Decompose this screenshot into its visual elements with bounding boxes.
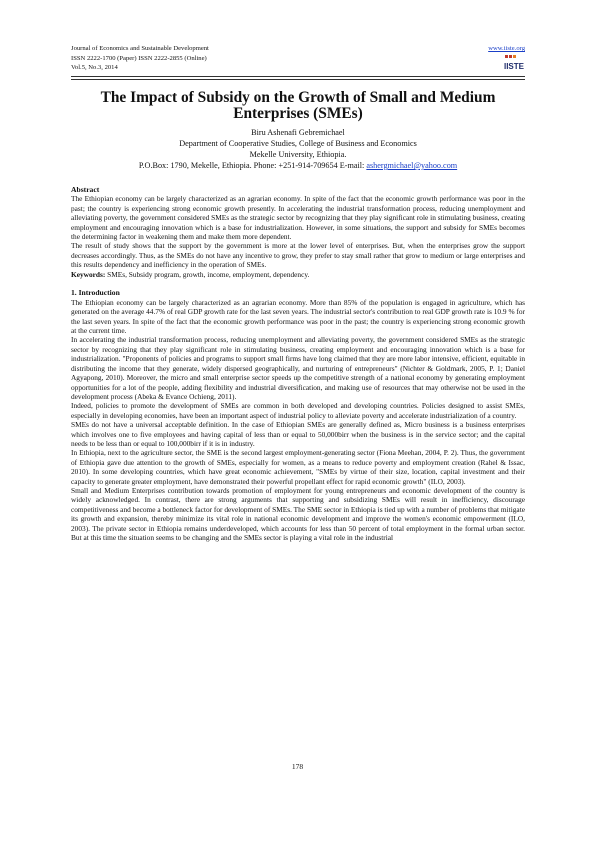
author-block xyxy=(71,127,525,171)
page-number: 178 xyxy=(291,762,304,771)
intro-paragraph: SMEs do not have a universal acceptable definition. In the case of Ethiopian SMEs are generally defined as, Micro business is a business enterprises which involves one to five employees and having capital of less than or equal to 50,000birr when the business is in the service sector; and the capital needs to be less than or equal to 100,000birr if it is in industry. xyxy=(71,420,525,448)
keywords-line xyxy=(71,270,525,279)
intro-paragraph: In accelerating the industrial transformation process, reducing unemployment and alleviating poverty, the government considered SMEs as the strategic sector by recognizing that they play significant role in stimulating business, creating employment and encouraging innovation which is a base for industrialization. "Proponents of policies and programs to support small firms have long claimed that they are more labor intensive, efficient, equitable in distributing the income that they generate, widely dispersed geographically, and nurturing of entrepreneurs" (Nichter & Goldmark, 2005, P. 1; Daniel Agyapong, 2010). Moreover, the micro and small enterprise sector speeds up the competitive strength of a national economy by generating employment opportunities for a lot of the people, adding flexibility and industrial diversification, and making use of resources that may otherwise not be used in the development process (Abeka & Evance Ochieng, 2011). xyxy=(71,335,525,401)
header-rule-2 xyxy=(71,79,525,80)
author-department: Department of Cooperative Studies, College of Business and Economics xyxy=(179,139,417,148)
intro-paragraph: The Ethiopian economy can be largely characterized as an agrarian economy. More than 85% of the population is engaged in agriculture, which has generated on the average 44.7% of real GDP growth rate for the last seven years. The industrial sector's contribution to real GDP growth rate is 10.9 % for the last seven years. In spite of the fact that the economic growth performance was poor in the past; the country is experiencing strong economic growth at the current time. xyxy=(71,297,525,336)
intro-paragraph: In Ethiopia, next to the agriculture sector, the SME is the second largest employment-generating sector (Fiona Meehan, 2004, P. 2). Thus, the government of Ethiopia gave due attention to the growth of SMEs, especially for women, as a means to reduce poverty and employment creation (Rahel & Issac, 2010). In some developing countries, which have great economic achievement, "SMEs by virtue of their size, location, capital investment and their capacity to generate greater employment, have demonstrated their powerful propellant effect for rapid economic growth" (ILO, 2003). xyxy=(71,448,525,486)
journal-url-link[interactable]: www.iiste.org xyxy=(488,45,525,52)
author-university: Mekelle University, Ethiopia. xyxy=(249,150,347,159)
journal-volume: Vol.5, No.3, 2014 xyxy=(71,64,118,71)
author-email-link[interactable]: ashergmichael@yahoo.com xyxy=(366,161,458,170)
logo-text: IISTE xyxy=(503,62,525,71)
paper-title: The Impact of Subsidy on the Growth of Small and Medium Enterprises (SMEs) xyxy=(100,89,496,122)
intro-paragraph: Indeed, policies to promote the development of SMEs are common in both developed and developing countries. Policies designed to assist SMEs, especially in developing economies, have been an important aspect of industrial policy to alleviate poverty and accelerate industrialization of a country. xyxy=(71,401,525,420)
journal-name: Journal of Economics and Sustainable Development xyxy=(71,45,209,52)
iiste-logo-icon xyxy=(503,54,525,72)
author-address: P.O.Box: 1790, Mekelle, Ethiopia. Phone: +251-914-709654 E-mail: xyxy=(138,161,367,170)
keywords-label: Keywords: xyxy=(71,269,106,279)
abstract-paragraph: The Ethiopian economy can be largely characterized as an agrarian economy. In spite of the fact that the economic growth performance was poor in the past; the country is experiencing strong economic growth presently. In accelerating the industrial transformation process, reducing unemployment and alleviating poverty, the government considered SMEs as the strategic sector by recognizing that they play significant role in stimulating business, creating employment and encouraging innovation which is a base for industrialization. However, in some situations, the support and subsidy for SMEs becomes the determining factor in weakening them and make them more dependent. xyxy=(71,194,525,242)
author-name: Biru Ashenafi Gebremichael xyxy=(251,128,345,137)
abstract-paragraph: The result of study shows that the support by the government is more at the lower level of enterprises. But, when the enterprises grow the support decreases accordingly. Thus, as the SMEs do not have any incentive to grow, they prefer to stay small rather that grow to medium or large enterprises and this results dependency and inefficiency in the operation of SMEs. xyxy=(71,241,525,270)
header-rule xyxy=(71,76,525,77)
intro-paragraph: Small and Medium Enterprises contribution towards promotion of employment for young entrepreneurs and economic development of the country is widely acknowledged. In contrast, there are strong arguments that supporting and subsidizing SMEs will result in inefficiency, discourage competitiveness and become a bottleneck factor for development of SMEs. The SME sector in Ethiopia is tied up with a number of problems that mitigate its growth and expansion, thereby minimize its vital role in national economic development and improve the women's economic empowerment (ILO, 2003). The private sector in Ethiopia remains underdeveloped, which accounts for less than 50 percent of total employment in the formal urban sector. But at this time the situation seems to be changing and the SMEs sector is playing a vital role in the industrial xyxy=(71,485,525,543)
paper-body xyxy=(71,185,525,542)
abstract-heading: Abstract xyxy=(71,185,100,194)
section-gap xyxy=(71,279,525,288)
introduction-heading: 1. Introduction xyxy=(71,288,120,298)
journal-header xyxy=(71,44,525,73)
keywords-text: SMEs, Subsidy program, growth, income, employment, dependency. xyxy=(105,269,310,279)
author-contact xyxy=(71,160,525,171)
journal-issn: ISSN 2222-1700 (Paper) ISSN 2222-2855 (Online) xyxy=(71,54,207,62)
